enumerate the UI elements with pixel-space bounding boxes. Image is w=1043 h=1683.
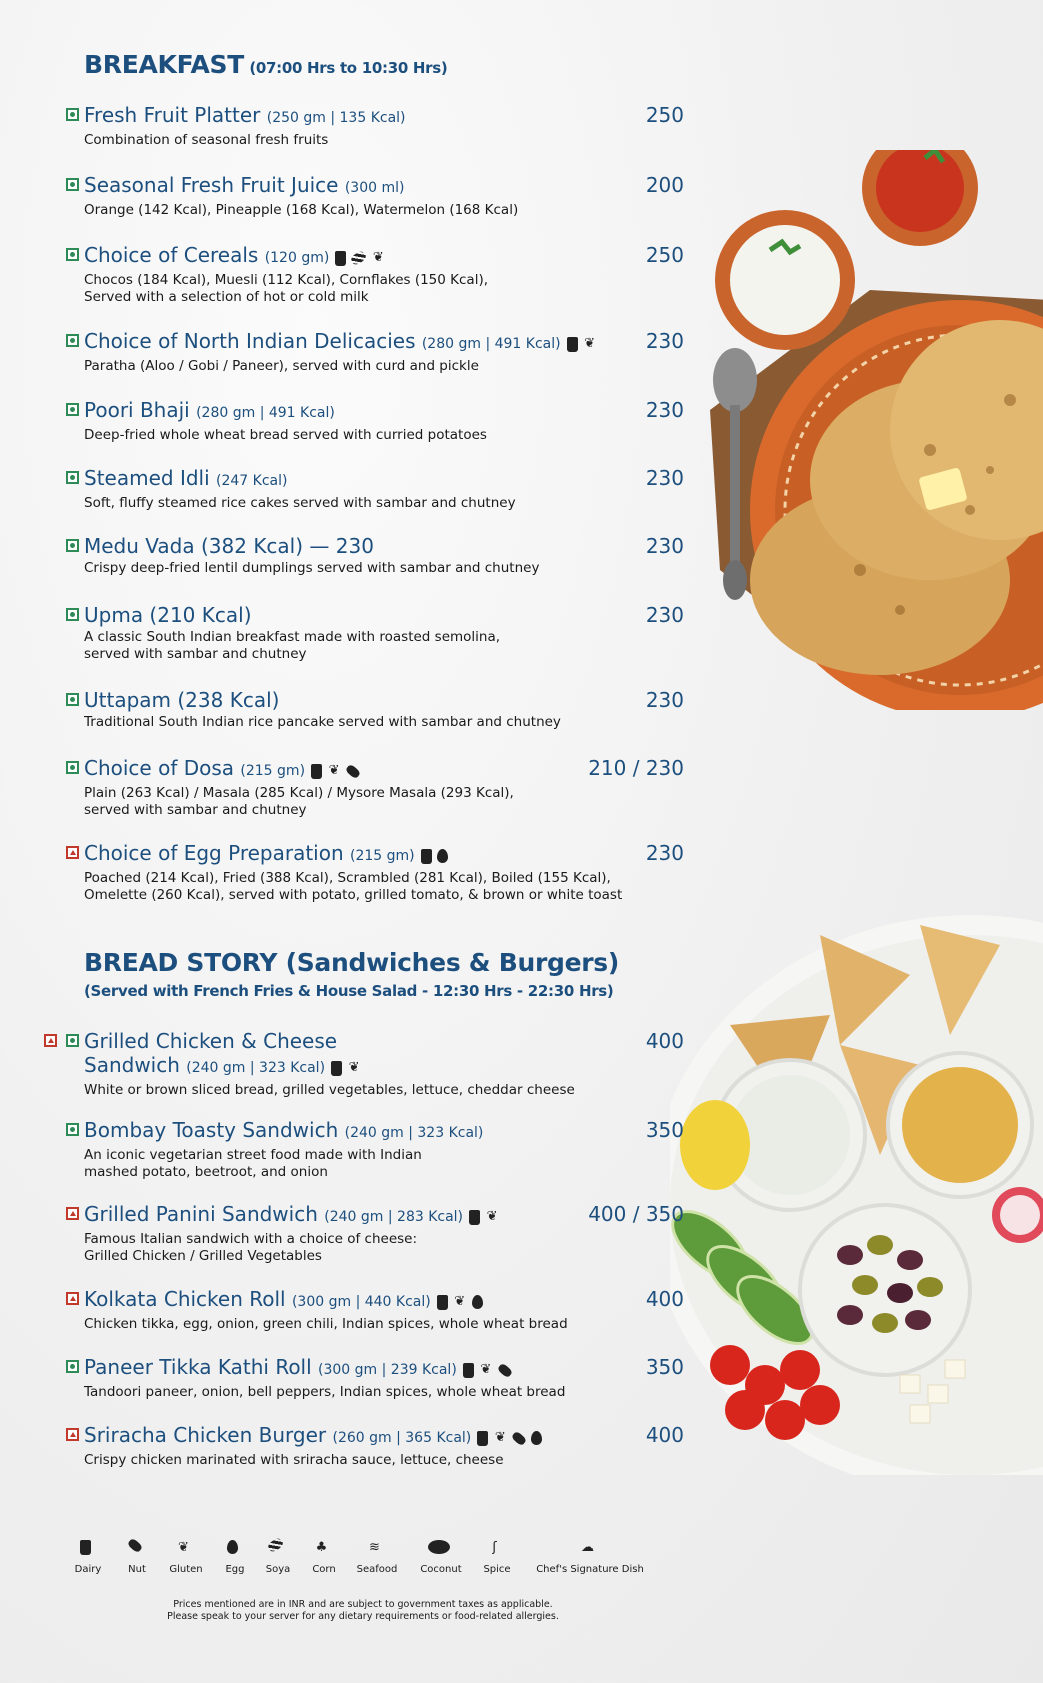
item-heading <box>84 841 684 868</box>
menu-item <box>84 243 684 306</box>
non-veg-marker-icon <box>66 846 79 859</box>
item-name: Paneer Tikka Kathi Roll <box>84 1355 312 1379</box>
item-price: 230 <box>645 466 684 490</box>
dairy-icon <box>437 1295 448 1310</box>
item-heading-line-2 <box>84 1053 684 1080</box>
legend-gluten: ❦ Gluten <box>166 1540 206 1575</box>
menu-item <box>84 173 684 219</box>
item-name: Sriracha Chicken Burger <box>84 1423 327 1447</box>
item-heading <box>84 173 684 200</box>
legend-egg: Egg <box>220 1540 250 1575</box>
legend-nut: Nut <box>122 1540 152 1575</box>
item-heading <box>84 1355 684 1382</box>
menu-item <box>84 756 684 819</box>
item-portion-calories: (247 Kcal) <box>216 473 288 489</box>
dairy-icon <box>421 849 432 864</box>
soya-icon <box>262 1540 294 1560</box>
item-heading <box>84 243 684 270</box>
dairy-icon <box>331 1061 342 1076</box>
item-description: An iconic vegetarian street food made with Indian mashed potato, beetroot, and onion <box>84 1147 422 1180</box>
item-description: Chocos (184 Kcal), Muesli (112 Kcal), Cornflakes (150 Kcal), Served with a selection of hot or cold milk <box>84 272 489 305</box>
item-price: 350 <box>645 1355 684 1379</box>
item-price: 210 / 230 <box>588 756 684 780</box>
nut-icon <box>497 1362 514 1378</box>
dietary-icons <box>463 1357 517 1381</box>
gluten-icon: ❦ <box>328 763 340 778</box>
menu-item <box>84 841 684 904</box>
item-portion-calories: (300 ml) <box>344 180 405 196</box>
legend-chef-signature: ☁ Chef's Signature Dish <box>530 1540 650 1575</box>
item-heading <box>84 534 684 558</box>
non-veg-marker-icon <box>44 1034 57 1047</box>
item-description: Crispy chicken marinated with sriracha sauce, lettuce, cheese <box>84 1452 504 1468</box>
item-description: A classic South Indian breakfast made with roasted semolina, served with sambar and chutney <box>84 629 501 662</box>
non-veg-marker-icon <box>66 1207 79 1220</box>
nut-icon <box>122 1540 152 1560</box>
veg-marker-icon <box>66 108 79 121</box>
dietary-icons <box>335 245 390 269</box>
legend-corn: ♣ Corn <box>308 1540 340 1575</box>
item-name: Grilled Chicken & Cheese <box>84 1029 338 1053</box>
dairy-icon <box>311 764 322 779</box>
item-price: 230 <box>645 688 684 712</box>
item-heading <box>84 466 684 493</box>
veg-marker-icon <box>66 471 79 484</box>
dairy-icon <box>463 1363 474 1378</box>
bread-story-title: BREAD STORY (Sandwiches & Burgers) <box>84 948 619 977</box>
item-portion-calories: (240 gm | 323 Kcal) <box>344 1125 484 1141</box>
item-description: Traditional South Indian rice pancake served with sambar and chutney <box>84 714 561 730</box>
dietary-icons <box>477 1425 547 1449</box>
dairy-icon <box>567 337 578 352</box>
item-price: 230 <box>645 841 684 865</box>
item-heading <box>84 1287 684 1314</box>
legend-seafood: ≋ Seafood <box>352 1540 402 1575</box>
veg-marker-icon <box>66 1123 79 1136</box>
item-portion-calories: (240 gm | 323 Kcal) <box>186 1060 326 1076</box>
item-name: Choice of Cereals <box>84 243 259 267</box>
dairy-icon <box>469 1210 480 1225</box>
legend-soya: Soya <box>262 1540 294 1575</box>
menu-item <box>84 1423 684 1469</box>
item-description: Paratha (Aloo / Gobi / Paneer), served with curd and pickle <box>84 358 479 374</box>
item-portion-calories: (250 gm | 135 Kcal) <box>266 110 406 126</box>
breakfast-title: BREAKFAST <box>84 50 245 79</box>
menu-item <box>84 688 684 731</box>
allergen-legend <box>70 1540 670 1580</box>
item-price: 250 <box>645 243 684 267</box>
item-name: Uttapam (238 Kcal) <box>84 688 280 712</box>
item-heading <box>84 1423 684 1450</box>
item-heading <box>84 1029 684 1053</box>
item-price: 200 <box>645 173 684 197</box>
dietary-icons <box>421 843 453 867</box>
paratha-plate-illustration <box>700 150 1043 710</box>
item-description: Orange (142 Kcal), Pineapple (168 Kcal), Watermelon (168 Kcal) <box>84 202 519 218</box>
menu-item <box>84 398 684 444</box>
veg-marker-icon <box>66 403 79 416</box>
dairy-icon <box>477 1431 488 1446</box>
item-description: Soft, fluffy steamed rice cakes served with sambar and chutney <box>84 495 516 511</box>
dietary-icons <box>567 331 602 355</box>
non-veg-marker-icon <box>66 1428 79 1441</box>
item-portion-calories: (300 gm | 239 Kcal) <box>318 1362 457 1378</box>
item-price: 400 <box>645 1423 684 1447</box>
menu-item <box>84 466 684 512</box>
item-heading <box>84 398 684 425</box>
gluten-icon: ❦ <box>372 250 384 265</box>
veg-marker-icon <box>66 693 79 706</box>
legend-dairy: Dairy <box>70 1540 106 1575</box>
gluten-icon: ❦ <box>178 1540 189 1555</box>
dietary-icons <box>437 1289 488 1313</box>
item-name: Kolkata Chicken Roll <box>84 1287 286 1311</box>
gluten-icon: ❦ <box>584 336 596 351</box>
chef-hat-icon: ☁ <box>581 1540 594 1555</box>
breakfast-hours: (07:00 Hrs to 10:30 Hrs) <box>249 59 448 77</box>
item-price: 350 <box>645 1118 684 1142</box>
item-portion-calories: (280 gm | 491 Kcal) <box>196 405 335 421</box>
dairy-icon <box>335 251 346 266</box>
item-description: White or brown sliced bread, grilled vegetables, lettuce, cheddar cheese <box>84 1082 575 1098</box>
item-price: 230 <box>645 603 684 627</box>
menu-item <box>84 603 684 663</box>
item-name-continued: Sandwich <box>84 1053 180 1077</box>
nut-icon <box>345 763 362 779</box>
item-name: Choice of Egg Preparation <box>84 841 344 865</box>
item-portion-calories: (215 gm) <box>350 848 415 864</box>
item-price: 230 <box>645 534 684 558</box>
dietary-icons <box>311 758 365 782</box>
egg-icon <box>220 1540 250 1560</box>
gluten-icon: ❦ <box>480 1362 492 1377</box>
veg-marker-icon <box>66 539 79 552</box>
item-description: Combination of seasonal fresh fruits <box>84 132 329 148</box>
legend-spice: ʃ Spice <box>483 1540 511 1575</box>
item-description: Famous Italian sandwich with a choice of cheese: Grilled Chicken / Grilled Vegetables <box>84 1231 418 1264</box>
item-portion-calories: (260 gm | 365 Kcal) <box>332 1430 472 1446</box>
item-description: Chicken tikka, egg, onion, green chili, Indian spices, whole wheat bread <box>84 1316 568 1332</box>
seafood-icon: ≋ <box>369 1540 380 1555</box>
item-description: Tandoori paneer, onion, bell peppers, Indian spices, whole wheat bread <box>84 1384 566 1400</box>
menu-item <box>84 103 684 149</box>
footnote <box>0 1599 726 1623</box>
soya-icon <box>350 250 368 267</box>
item-description: Plain (263 Kcal) / Masala (285 Kcal) / Mysore Masala (293 Kcal), served with sambar and chutney <box>84 785 514 818</box>
menu-item <box>84 1202 684 1265</box>
corn-icon: ♣ <box>315 1540 328 1555</box>
item-portion-calories: (120 gm) <box>264 250 330 266</box>
dietary-icons <box>331 1055 366 1079</box>
gluten-icon: ❦ <box>348 1060 360 1075</box>
menu-item <box>84 534 684 577</box>
dietary-icons <box>469 1204 504 1228</box>
egg-icon <box>472 1295 483 1309</box>
veg-marker-icon <box>66 1360 79 1373</box>
veg-marker-icon <box>66 178 79 191</box>
item-description: Crispy deep-fried lentil dumplings served with sambar and chutney <box>84 560 540 576</box>
menu-item <box>84 1287 684 1333</box>
veg-marker-icon <box>66 608 79 621</box>
item-description: Poached (214 Kcal), Fried (388 Kcal), Scrambled (281 Kcal), Boiled (155 Kcal), Omelette (260 Kcal), served with potato, grilled tomato, & brown or white toast <box>84 870 623 903</box>
footnote-line-2: Please speak to your server for any dietary requirements or food-related allergies. <box>167 1611 559 1622</box>
item-name: Seasonal Fresh Fruit Juice <box>84 173 339 197</box>
non-veg-marker-icon <box>66 1292 79 1305</box>
breakfast-heading <box>84 50 447 79</box>
item-heading <box>84 603 684 627</box>
veg-marker-icon <box>66 334 79 347</box>
bread-story-subtitle: (Served with French Fries & House Salad - 12:30 Hrs - 22:30 Hrs) <box>84 982 614 1000</box>
item-heading <box>84 1118 684 1145</box>
mezze-platter-illustration <box>670 915 1043 1475</box>
item-name: Medu Vada (382 Kcal) — 230 <box>84 534 374 558</box>
item-portion-calories: (280 gm | 491 Kcal) <box>421 336 561 352</box>
legend-coconut: Coconut <box>416 1540 466 1575</box>
menu-item <box>84 1118 684 1181</box>
item-price: 400 <box>645 1287 684 1311</box>
item-name: Grilled Panini Sandwich <box>84 1202 318 1226</box>
menu-item <box>84 329 684 375</box>
item-name: Choice of North Indian Delicacies <box>84 329 416 353</box>
nut-icon <box>511 1430 528 1446</box>
item-name: Fresh Fruit Platter <box>84 103 261 127</box>
item-price: 230 <box>645 329 684 353</box>
item-description: Deep-fried whole wheat bread served with curried potatoes <box>84 427 487 443</box>
item-price: 400 / 350 <box>588 1202 684 1226</box>
gluten-icon: ❦ <box>486 1209 498 1224</box>
item-heading <box>84 103 684 130</box>
item-portion-calories: (240 gm | 283 Kcal) <box>324 1209 464 1225</box>
item-portion-calories: (215 gm) <box>240 763 306 779</box>
item-name: Bombay Toasty Sandwich <box>84 1118 339 1142</box>
item-name: Steamed Idli <box>84 466 210 490</box>
item-portion-calories: (300 gm | 440 Kcal) <box>291 1294 431 1310</box>
item-heading <box>84 688 684 712</box>
item-price: 230 <box>645 398 684 422</box>
veg-marker-icon <box>66 248 79 261</box>
egg-icon <box>437 849 448 863</box>
item-name: Choice of Dosa <box>84 756 235 780</box>
veg-marker-icon <box>66 761 79 774</box>
menu-item <box>84 1355 684 1401</box>
item-heading <box>84 329 684 356</box>
item-name: Poori Bhaji <box>84 398 190 422</box>
dairy-icon <box>70 1540 106 1560</box>
spice-icon: ʃ <box>492 1540 497 1555</box>
item-price: 250 <box>645 103 684 127</box>
footnote-line-1: Prices mentioned are in INR and are subject to government taxes as applicable. <box>173 1599 553 1610</box>
gluten-icon: ❦ <box>454 1294 466 1309</box>
coconut-icon <box>416 1540 466 1560</box>
egg-icon <box>531 1431 542 1445</box>
veg-marker-icon <box>66 1034 79 1047</box>
item-name: Upma (210 Kcal) <box>84 603 252 627</box>
item-price: 400 <box>645 1029 684 1053</box>
menu-item <box>84 1029 684 1099</box>
gluten-icon: ❦ <box>494 1430 506 1445</box>
